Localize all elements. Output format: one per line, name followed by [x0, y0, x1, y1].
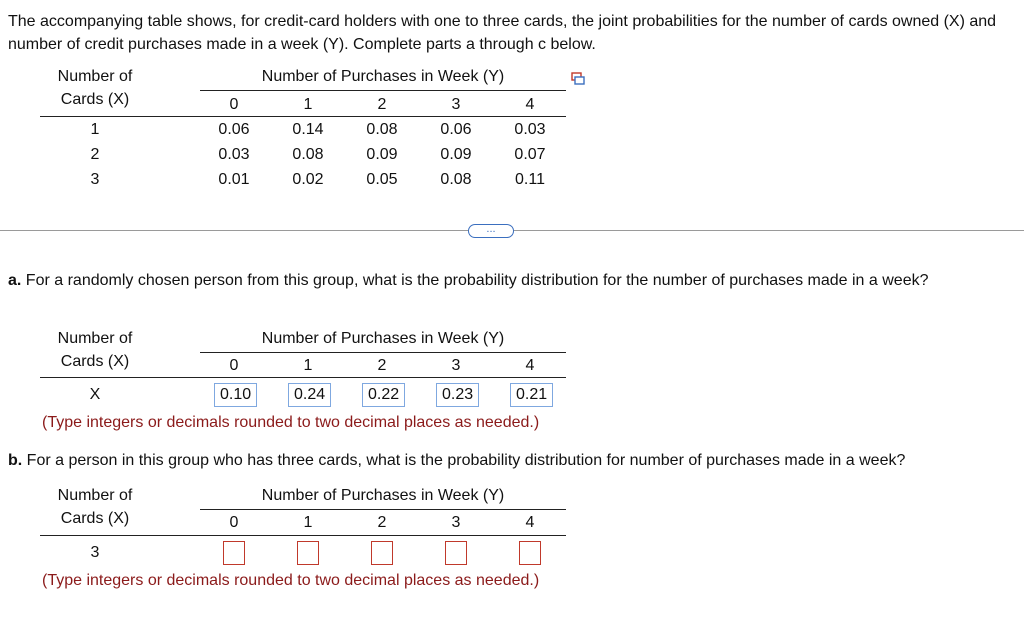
col-header-0: 0 — [229, 357, 239, 374]
col-header-3: 3 — [451, 514, 461, 531]
col-header-2: 2 — [377, 514, 387, 531]
part-a-question — [8, 270, 998, 292]
table-cell: 0.03 — [514, 121, 546, 138]
table-cell: 0.08 — [440, 171, 472, 188]
part-b-label: b. — [8, 452, 23, 469]
answer-field-y0[interactable]: 0.10 — [214, 383, 257, 407]
answer-field-y3[interactable] — [445, 541, 467, 565]
answer-field-y1[interactable] — [297, 541, 319, 565]
answer-field-y4[interactable] — [519, 541, 541, 565]
table-cell: 0.14 — [292, 121, 324, 138]
table-cell: 0.06 — [218, 121, 250, 138]
col-header-4: 4 — [525, 357, 535, 374]
answer-field-y4[interactable]: 0.21 — [510, 383, 553, 407]
header-rule — [200, 509, 566, 510]
table-cell: 0.08 — [366, 121, 398, 138]
row-header-line2: Cards (X) — [60, 91, 130, 108]
table-rule — [40, 377, 566, 378]
col-header-3: 3 — [451, 96, 461, 113]
row-x-value: 3 — [90, 171, 100, 188]
col-header-3: 3 — [451, 357, 461, 374]
col-header-1: 1 — [303, 96, 313, 113]
table-cell: 0.09 — [440, 146, 472, 163]
table-rule — [40, 116, 566, 117]
table-cell: 0.06 — [440, 121, 472, 138]
part-b-text: For a person in this group who has three cards, what is the probability distribution for number of purchases made in a week? — [26, 452, 906, 469]
col-header-4: 4 — [525, 514, 535, 531]
table-cell: 0.11 — [515, 171, 545, 188]
col-header-1: 1 — [303, 357, 313, 374]
header-rule — [200, 90, 566, 91]
table-cell: 0.07 — [514, 146, 546, 163]
answer-field-y2[interactable] — [371, 541, 393, 565]
answer-field-y1[interactable]: 0.24 — [288, 383, 331, 407]
col-header-1: 1 — [303, 514, 313, 531]
col-header-2: 2 — [377, 96, 387, 113]
header-rule — [200, 352, 566, 353]
copy-table-icon[interactable] — [571, 72, 585, 86]
col-header-4: 4 — [525, 96, 535, 113]
row-header-line1: Number of — [57, 330, 133, 347]
row-x-label: 3 — [90, 544, 100, 561]
answer-field-y2[interactable]: 0.22 — [362, 383, 405, 407]
problem-intro: The accompanying table shows, for credit-card holders with one to three cards, the joint probabilities for the number of cards owned (X) and number of credit purchases made in a week (Y). Complete parts a through c below. — [8, 13, 997, 53]
col-header-2: 2 — [377, 357, 387, 374]
part-a-text: For a randomly chosen person from this group, what is the probability distribution for the number of purchases made in a week? — [25, 272, 929, 289]
part-a-label: a. — [8, 272, 22, 289]
table-cell: 0.03 — [218, 146, 250, 163]
show-more-button[interactable]: ... — [468, 224, 514, 238]
table-cell: 0.02 — [292, 171, 324, 188]
row-header-line2: Cards (X) — [60, 353, 130, 370]
table-cell: 0.01 — [218, 171, 250, 188]
part-b-question — [8, 450, 998, 472]
table-rule — [40, 535, 566, 536]
table-cell: 0.05 — [366, 171, 398, 188]
row-x-value: 2 — [90, 146, 100, 163]
answer-field-y0[interactable] — [223, 541, 245, 565]
row-header-line1: Number of — [57, 68, 133, 85]
row-header-line2: Cards (X) — [60, 510, 130, 527]
part-a-instruction: (Type integers or decimals rounded to two decimal places as needed.) — [42, 414, 540, 431]
col-header-0: 0 — [229, 96, 239, 113]
row-x-value: 1 — [90, 121, 100, 138]
row-x-label: X — [89, 386, 101, 403]
table-cell: 0.09 — [366, 146, 398, 163]
row-header-line1: Number of — [57, 487, 133, 504]
column-group-header: Number of Purchases in Week (Y) — [261, 68, 505, 85]
col-header-0: 0 — [229, 514, 239, 531]
answer-field-y3[interactable]: 0.23 — [436, 383, 479, 407]
column-group-header: Number of Purchases in Week (Y) — [261, 487, 505, 504]
table-cell: 0.08 — [292, 146, 324, 163]
part-b-instruction: (Type integers or decimals rounded to two decimal places as needed.) — [42, 572, 540, 589]
column-group-header: Number of Purchases in Week (Y) — [261, 330, 505, 347]
